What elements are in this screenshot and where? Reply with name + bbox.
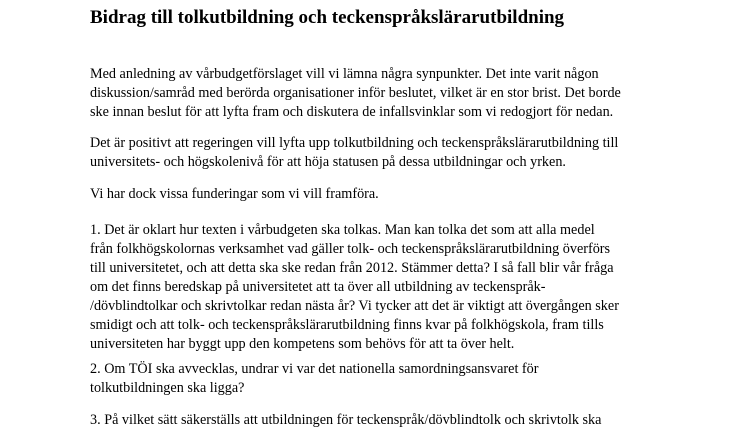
paragraph-concerns [90,185,379,204]
document-title: Bidrag till tolkutbildning och teckenspråkslärarutbildning [90,7,565,28]
text-line: om det finns beredskap på universitetet att ta över all utbildning av teckenspråk- [90,279,546,295]
text-line: diskussion/samråd med berörda organisationer inför beslutet, vilket är en stor brist. Det borde [90,85,621,101]
text-line: ske innan beslut för att lyfta fram och diskutera de infallsvinklar som vi redogjort för nedan. [90,104,614,120]
list-item-3 [90,411,601,430]
text-line: från folkhögskolornas verksamhet vad gäller tolk- och teckenspråkslärarutbildning överförs [90,241,611,257]
text-line: 1. Det är oklart hur texten i vårbudgeten ska tolkas. Man kan tolka det som att alla medel [90,222,595,238]
list-item-1 [90,221,619,354]
list-item-2 [90,360,538,398]
text-line: 2. Om TÖI ska avvecklas, undrar vi var det nationella samordningsansvaret för [90,361,539,377]
text-line: smidigt och att tolk- och teckenspråkslärarutbildning finns kvar på folkhögskola, fram tills [90,317,604,333]
paragraph-intro [90,65,621,122]
paragraph-positive [90,134,618,172]
text-line: Det är positivt att regeringen vill lyfta upp tolkutbildning och teckenspråkslärarutbildning till [90,135,619,151]
text-line: universitets- och högskolenivå för att höja statusen på dessa utbildningar och yrken. [90,154,566,170]
text-line: tolkutbildningen ska ligga? [90,380,245,396]
text-line: Vi har dock vissa funderingar som vi vill framföra. [90,186,379,202]
text-line: universiteten har byggt upp den kompetens som behövs för att ta över helt. [90,336,515,352]
text-line: till universitetet, och att detta ska ske redan från 2012. Stämmer detta? I så fall blir vår fråga [90,260,614,276]
text-line: /dövblindtolkar och skrivtolkar redan nästa år? Vi tycker att det är viktigt att övergången sker [90,298,619,314]
text-line: Med anledning av vårbudgetförslaget vill vi lämna några synpunkter. Det inte varit någon [90,66,599,82]
text-line: 3. På vilket sätt säkerställs att utbildningen för teckenspråk/dövblindtolk och skrivtolk ska [90,412,602,428]
